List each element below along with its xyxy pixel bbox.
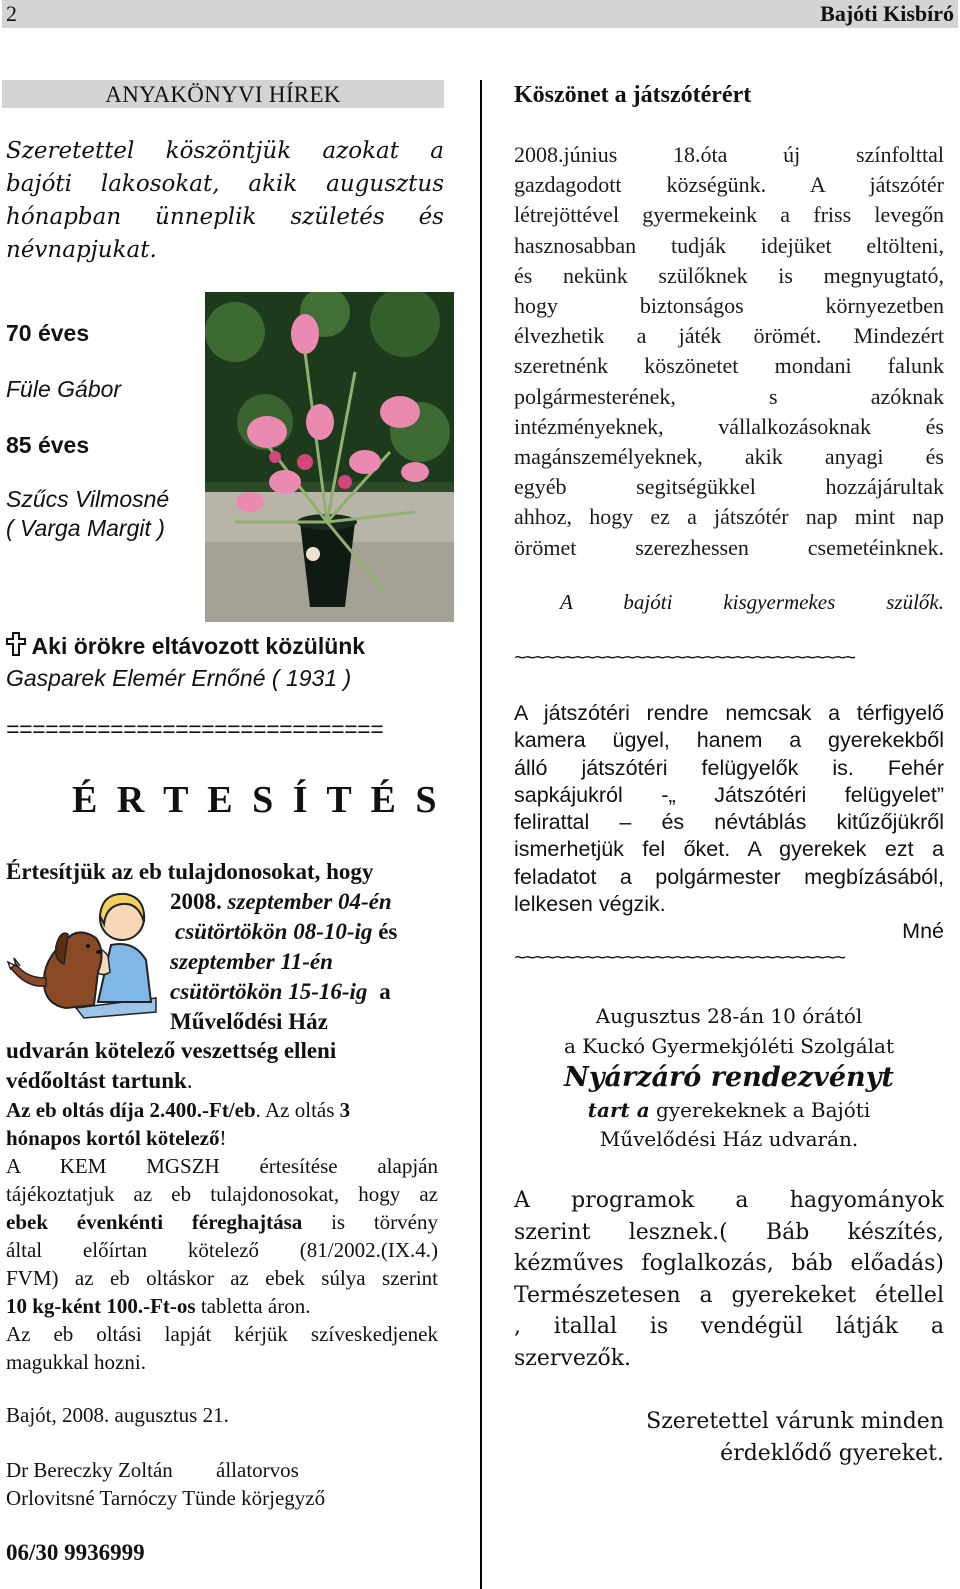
column-divider <box>480 80 482 1589</box>
notice-line-6: Művelődési Ház <box>170 1009 328 1034</box>
flower-bouquet-photo <box>205 292 454 622</box>
separator-line: ============================= <box>6 718 384 744</box>
notice-line-8: védőoltást tartunk. <box>6 1068 193 1093</box>
notice-title: É R T E S Í T É S <box>72 779 442 821</box>
age-85: 85 éves <box>6 432 90 458</box>
notice-line-1: Értesítjük az eb tulajdonosokat, hogy <box>6 859 374 884</box>
greeting-line: hónapban ünneplik születés és <box>6 204 444 230</box>
closing-text: Szeretettel várunk minden érdeklődő gyereket. <box>646 1409 944 1466</box>
article-signature: A bajóti kisgyermekes szülők. <box>560 590 944 614</box>
name-szucs: Szűcs Vilmosné <box>6 486 170 512</box>
notice-line-4: szeptember 11-én <box>170 949 333 974</box>
tilde-separator-2: ~~~~~~~~~~~~~~~~~~~~~~~~~~~~~~~~~ <box>514 948 845 971</box>
event-line-1: Augusztus 28-án 10 órától <box>595 1004 863 1028</box>
greeting-text <box>6 135 444 267</box>
name-varga: ( Varga Margit ) <box>6 515 165 541</box>
fee-line-1: Az eb oltás díja 2.400.-Ft/eb. Az oltás 3 <box>6 1098 351 1122</box>
publication-name: Bajóti Kisbíró <box>820 1 954 26</box>
latin-cross-icon <box>6 632 26 656</box>
memorial-heading <box>6 632 365 660</box>
kem-paragraph: A KEM MGSZH értesítése alapján tájékoztatjuk az eb tulajdonosokat, hogy az ebek évenkénti féreghajtása is törvény által előírtan kötelező (81/2002.(IX.4.) FVM) az eb oltáskor az ebek súlya szerint 10 kg-ként 100.-Ft-os tabletta áron. Az eb oltási lapját kérjük szíveskedjenek magukkal hozni. <box>6 1154 438 1374</box>
page-number: 2 <box>6 1 17 26</box>
phone-number: 06/30 9936999 <box>6 1540 145 1565</box>
fee-line-2: hónapos kortól kötelező! <box>6 1126 227 1150</box>
notice-date: Bajót, 2008. augusztus 21. <box>6 1403 229 1427</box>
notice-line-7: udvarán kötelező veszettség elleni <box>6 1038 337 1063</box>
guard-paragraph: A játszótéri rendre nemcsak a térfigyelő kamera ügyel, hanem a gyerekekből álló játszótéri felügyelők is. Fehér sapkájukról -„ Játszótéri felügyelet” felirattal – és névtáblás kitűzőjükről ismerhetjük fel őket. A gyerekek ezt a feladatot a polgármester megbízásából, lelkesen végzik. Mné <box>514 700 944 946</box>
greeting-line: bajóti lakosokat, akik augusztus <box>6 171 444 197</box>
program-paragraph: A programok a hagyományok szerint lesznek.( Báb készítés, kézműves foglalkozás, báb előadás) Természetesen a gyerekeket étellel , itallal is vendégül látják a szervezők. <box>514 1188 944 1371</box>
event-line-4: tart a gyerekeknek a Bajóti <box>587 1098 871 1122</box>
guard-signature: Mné <box>902 919 944 944</box>
page-header <box>2 0 958 28</box>
article-paragraph: 2008.június 18.óta új színfolttal gazdagodott községünk. A játszótér létrejöttével gyermekeink a friss levegőn hasznosabban tudják idejüket eltölteni, és nekünk szülőknek is megnyugtató, hogy biztonságos környezetben élvezhetik a játék örömét. Mindezért szeretnénk köszönetet mondani falunk polgármesterének, s azóknak intézményeknek, vállalkozásoknak és magánszemélyeknek, akik anyagi és egyéb segitségükkel hozzájárultak ahhoz, hogy ez a játszótér nap mint nap örömet szerezhessen csemetéinknek. <box>514 142 944 560</box>
tilde-separator-1: ~~~~~~~~~~~~~~~~~~~~~~~~~~~~~~~~~~ <box>514 648 855 671</box>
event-line-5: Művelődési Ház udvarán. <box>599 1127 859 1151</box>
dog-and-girl-clipart <box>6 890 166 1020</box>
greeting-line: névnapjukat. <box>6 237 157 263</box>
notice-line-5: csütörtökön 15-16-ig a <box>170 979 391 1004</box>
name-fule: Füle Gábor <box>6 376 122 402</box>
age-70: 70 éves <box>6 320 90 346</box>
section-title: ANYAKÖNYVI HÍREK <box>2 80 444 108</box>
notice-line-2: 2008. szeptember 04-én <box>170 889 392 914</box>
notice-line-3: csütörtökön 08-10-ig és <box>175 919 398 944</box>
signature-vet: Dr Bereczky Zoltán állatorvos <box>6 1458 299 1482</box>
greeting-line: Szeretettel köszöntjük azokat a <box>6 138 444 164</box>
memorial-name: Gasparek Elemér Ernőné ( 1931 ) <box>6 665 352 691</box>
article-title: Köszönet a játszótérért <box>514 82 752 108</box>
event-line-3: Nyárzáró rendezvényt <box>564 1062 894 1093</box>
signature-notary: Orlovitsné Tarnóczy Tünde körjegyző <box>6 1486 326 1510</box>
memorial-title: Aki örökre eltávozott közülünk <box>31 633 366 659</box>
event-line-2: a Kuckó Gyermekjóléti Szolgálat <box>564 1034 894 1058</box>
